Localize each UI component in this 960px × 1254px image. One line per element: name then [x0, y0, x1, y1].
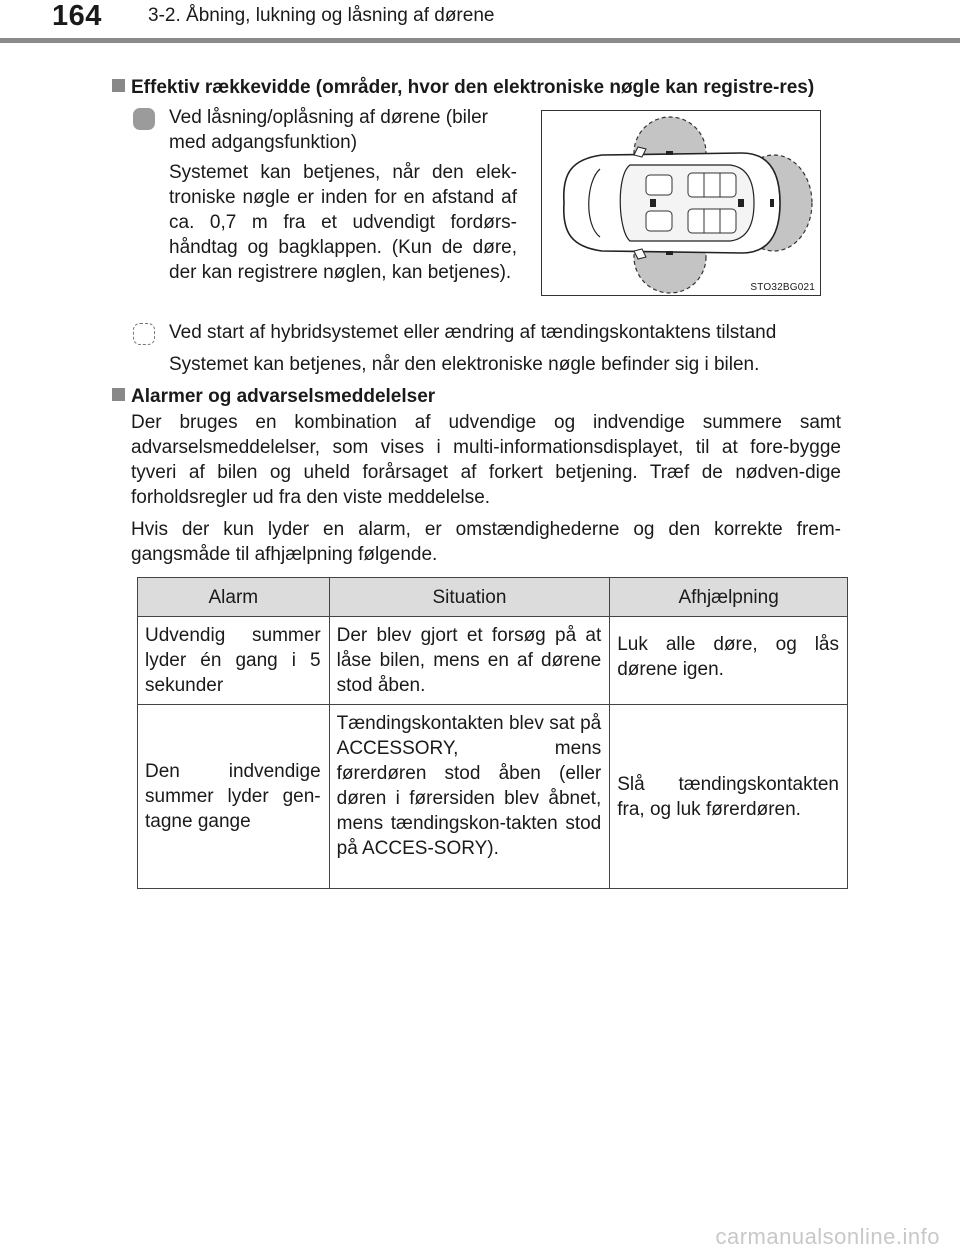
- item2-heading: Ved start af hybridsystemet eller ændring af tændingskontaktens tilstand: [169, 322, 777, 343]
- page-number: 164: [52, 0, 102, 32]
- range-diagram: [541, 110, 821, 296]
- item1-heading-line: Ved låsning/oplåsning af dørene (biler: [169, 107, 488, 128]
- section-title-alarms-text: Alarmer og advarselsmeddelelser: [131, 386, 436, 407]
- figure-code: STO32BG021: [750, 282, 815, 293]
- column-header: Afhjælpning: [610, 578, 848, 617]
- table-cell: Der blev gjort et forsøg på at låse bilen, mens en af dørene stod åben.: [329, 617, 610, 705]
- table-cell: Tændingskontakten blev sat på ACCESSORY, mens førerdøren stod åben (eller døren i førersiden blev åbnet, mens tændingskon-takten stod på ACCES-SORY).: [329, 705, 610, 889]
- table-row: [138, 705, 848, 889]
- table-cell: Den indvendige summer lyder gen-tagne gange: [138, 705, 330, 889]
- watermark: carmanualsonline.info: [715, 1224, 940, 1249]
- section-title-range: [112, 75, 852, 100]
- filled-bullet-icon: [133, 108, 155, 130]
- dashed-bullet-icon: [133, 323, 155, 345]
- alarm-table: [137, 577, 848, 889]
- table-header-row: [138, 578, 848, 617]
- table-cell: Luk alle døre, og lås dørene igen.: [610, 617, 848, 705]
- table-cell: Slå tændingskontakten fra, og luk førerdøren.: [610, 705, 848, 889]
- square-bullet-icon: [112, 388, 125, 401]
- running-title: 3-2. Åbning, lukning og låsning af dørene: [148, 5, 495, 26]
- item2-body: Systemet kan betjenes, når den elektroniske nøgle befinder sig i bilen.: [169, 354, 760, 375]
- table-cell: Udvendig summer lyder én gang i 5 sekunder: [138, 617, 330, 705]
- alarms-paragraph-2: Hvis der kun lyder en alarm, er omstændighederne og den korrekte frem-gangsmåde til afhjælpning følgende.: [131, 519, 841, 565]
- alarms-paragraph-1: Der bruges en kombination af udvendige og indvendige summere samt advarselsmeddelelser, som vises i multi-informationsdisplayet, til at fore-bygge tyveri af bilen og uheld forårsaget af forkert betjening. Træf de nødven-dige forholdsregler ud fra den viste meddelelse.: [131, 412, 841, 508]
- car-range-illustration: [542, 111, 820, 295]
- table-row: [138, 617, 848, 705]
- header-rule: [0, 38, 960, 43]
- column-header: Alarm: [138, 578, 330, 617]
- section-title-alarms: [112, 384, 852, 409]
- item1-heading-line: med adgangsfunktion): [169, 132, 358, 153]
- item1-heading: [169, 105, 519, 155]
- item1-body: Systemet kan betjenes, når den elek-troniske nøgle er inden for en afstand af ca. 0,7 m fra et udvendigt fordørs-håndtag og bagklappen. (Kun de døre, der kan registrere nøglen, kan betjenes).: [169, 162, 517, 283]
- square-bullet-icon: [112, 79, 125, 92]
- section-title-range-text: Effektiv rækkevidde (områder, hvor den elektroniske nøgle kan registre-res): [131, 77, 815, 98]
- column-header: Situation: [329, 578, 610, 617]
